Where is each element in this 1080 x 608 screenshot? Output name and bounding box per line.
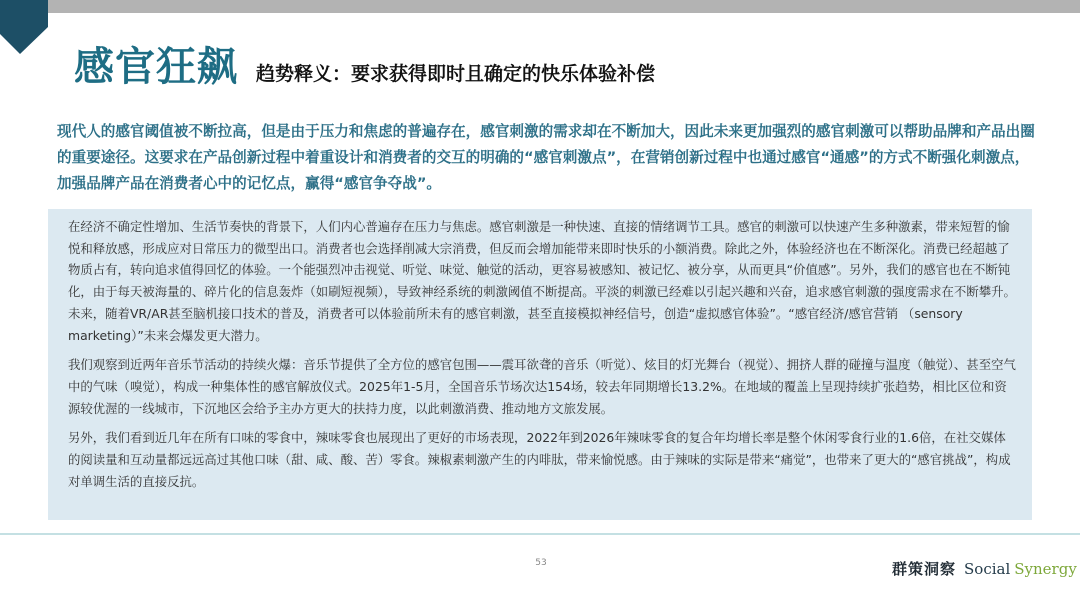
brand-name-cn: 群策洞察 (892, 560, 957, 578)
corner-decoration (0, 0, 48, 54)
top-bar (0, 0, 1080, 13)
page-title: 感官狂飙 (74, 44, 238, 90)
footer-divider (0, 533, 1080, 535)
content-box (48, 209, 1032, 520)
body-paragraph: 另外，我们看到近几年在所有口味的零食中，辣味零食也展现出了更好的市场表现，2022年到2026年辣味零食的复合年均增长率是整个休闲零食行业的1.6倍，在社交媒体的阅读量和互动量都远远高过其他口味（甜、咸、酸、苦）零食。辣椒素刺激产生的内啡肽，带来愉悦感。由于辣味的实际是带来“痛觉”，也带来了更大的“感官挑战”，构成对单调生活的直接反抗。 (68, 430, 1011, 489)
page-subtitle: 趋势释义：要求获得即时且确定的快乐体验补偿 (256, 63, 656, 85)
body-paragraph: 我们观察到近两年音乐节活动的持续火爆：音乐节提供了全方位的感官包围——震耳欲聋的音乐（听觉）、炫目的灯光舞台（视觉）、拥挤人群的碰撞与温度（触觉）、甚至空气中的气味（嗅觉），构成一种集体性的感官解放仪式。2025年1-5月，全国音乐节场次达154场，较去年同期增长13.2%。在地域的覆盖上呈现持续扩张趋势，相比区位和资源较优渥的一线城市，下沉地区会给予主办方更大的扶持力度，以此刺激消费、推动地方文旅发展。 (68, 357, 1016, 416)
body-paragraph: 在经济不确定性增加、生活节奏快的背景下，人们内心普遍存在压力与焦虑。感官刺激是一种快速、直接的情绪调节工具。感官的刺激可以快速产生多种激素，带来短暂的愉悦和释放感，形成应对日常压力的微型出口。消费者也会选择削减大宗消费，但反而会增加能带来即时快乐的小额消费。除此之外，体验经济也在不断深化。消费已经超越了物质占有，转向追求值得回忆的体验。一个能强烈冲击视觉、听觉、味觉、触觉的活动，更容易被感知、被记忆、被分享，从而更具“价值感”。另外，我们的感官也在不断钝化，由于每天被海量的、碎片化的信息轰炸（如刷短视频），导致神经系统的刺激阈值不断提高。平淡的刺激已经难以引起兴趣和兴奋，追求感官刺激的强度需求在不断攀升。未来，随着VR/AR甚至脑机接口技术的普及，消费者可以体验前所未有的感官刺激，甚至直接模拟神经信号，创造“虚拟感官体验”。“感官经济/感官营销 （sensory marketing）”未来会爆发更大潜力。 (68, 219, 1016, 343)
brand-logo (892, 558, 1077, 579)
brand-name-social: Social (964, 560, 1011, 578)
page-number: 53 (535, 558, 547, 568)
lead-paragraph: 现代人的感官阈值被不断拉高，但是由于压力和焦虑的普遍存在，感官刺激的需求却在不断加大，因此未来更加强烈的感官刺激可以帮助品牌和产品出圈的重要途径。这要求在产品创新过程中着重设计和消费者的交互的明确的“感官刺激点”，在营销创新过程中也通过感官“通感”的方式不断强化刺激点，加强品牌产品在消费者心中的记忆点，赢得“感官争夺战”。 (57, 123, 1035, 192)
brand-name-synergy: Synergy (1014, 560, 1077, 578)
